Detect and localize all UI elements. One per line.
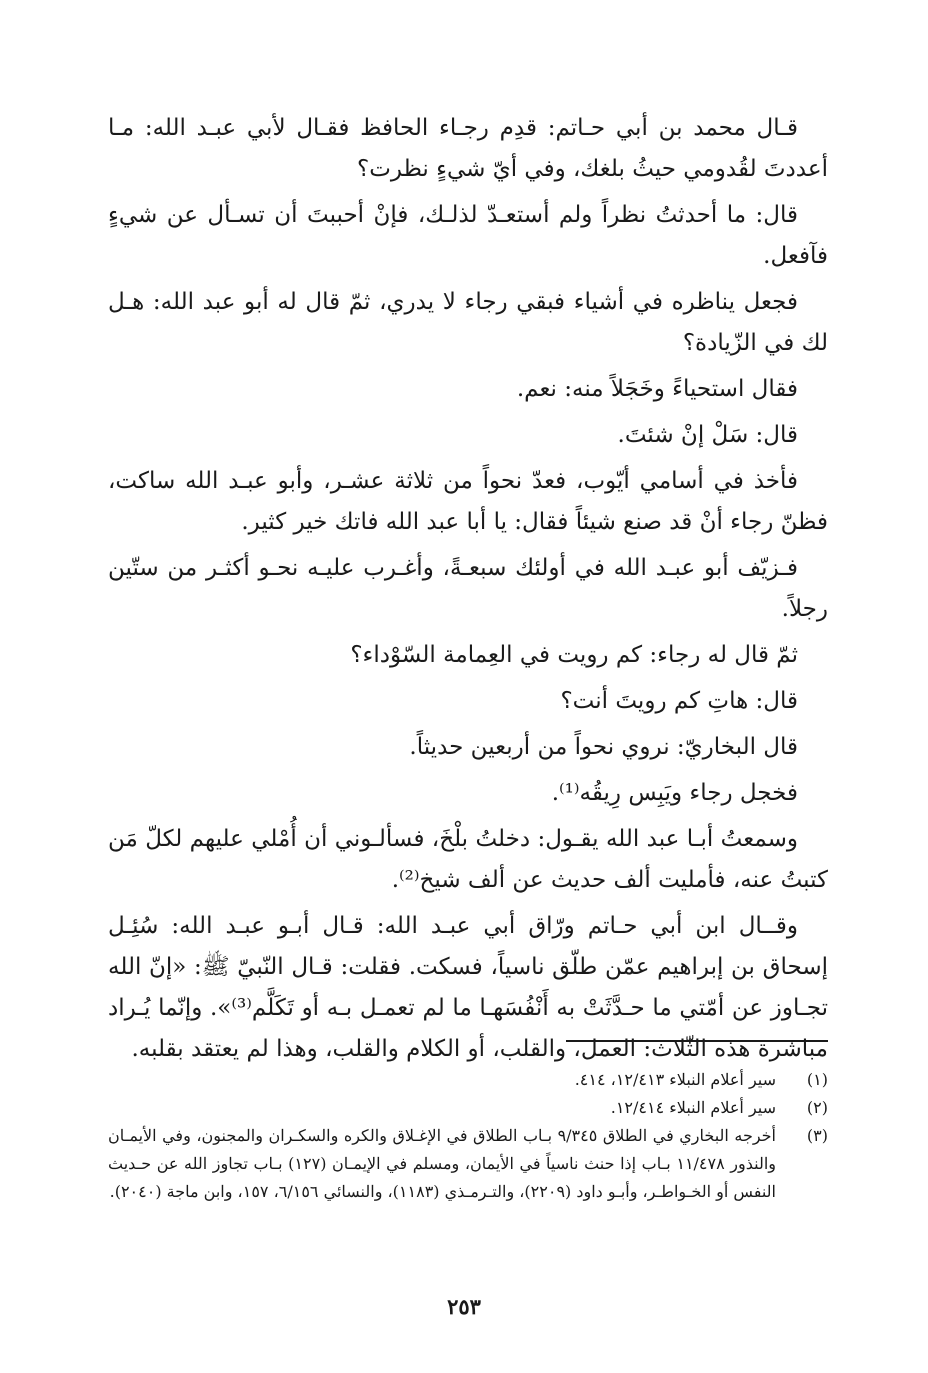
- footnote-text: سير أعلام النبلاء ١٢/٤١٤.: [610, 1098, 776, 1117]
- dialog-line: قال: هاتِ كم رويتَ أنت؟: [560, 688, 798, 714]
- paragraph: فأخذ في أسامي أيّوب، فعدّ نحواً من ثلاثة عشـر، وأبو عبـد الله ساكت، فظنّ رجاء أنْ قد صنع شيئاً فقال: يا أبا عبد الله فاتك خير كثير.: [108, 468, 828, 535]
- dialog-line: قال: سَلْ إنْ شئتَ.: [617, 422, 798, 448]
- footnotes: [108, 1066, 828, 1206]
- footnote: [108, 1066, 828, 1094]
- paragraph: قال: ما أحدثتُ نظراً ولم أستعـدّ لذلـك، فإنْ أحببتَ أن تسـأل عن شيءٍ فآفعل.: [108, 202, 828, 269]
- dialog-line: ثمّ قال له رجاء: كم رويت في العِمامة السّوْداء؟: [350, 642, 798, 668]
- footnote-number: (٣): [806, 1126, 828, 1145]
- footnote: [108, 1094, 828, 1122]
- footnote-number: (١): [806, 1070, 828, 1089]
- paragraph: قـال محمد بن أبي حـاتم: قدِم رجـاء الحافظ فقـال لأبي عبـد الله: مـا أعددتَ لقُدومي حيثُ بلغك، وفي أيّ شيءٍ نظرت؟: [108, 115, 828, 182]
- dialog-line: فقال استحياءً وخَجَلاً منه: نعم.: [516, 376, 798, 402]
- dialog-line: قال البخاريّ: نروي نحواً من أربعين حديثاً.: [409, 734, 798, 760]
- page-number: ٢٥٣: [447, 1294, 481, 1319]
- footnote-separator: [566, 1040, 828, 1042]
- main-text: [108, 108, 828, 1075]
- footnote: [108, 1122, 828, 1206]
- footnote-text: أخرجه البخاري في الطلاق ٩/٣٤٥ بـاب الطلاق في الإغـلاق والكره والسكـران والمجنون، وفي الأيمـان والنذور ١١/٤٧٨ بـاب إذا حنث ناسياً في الأيمان، ومسلم في الإيمـان (١٢٧) بـاب تجاوز الله عن حـديث النفس أو الخـواطـر، وأبـو داود (٢٢٠٩)، والتـرمـذي (١١٨٣)، والنسائي ٦/١٥٦، ١٥٧، وابن ماجة (٢٠٤٠).: [108, 1126, 777, 1201]
- dialog-line: فخجل رجاء ويَبِس رِيقُه⁽¹⁾.: [551, 780, 798, 806]
- paragraph: فـزيّف أبو عبـد الله في أولئك سبعـةً، وأغـرب عليـه نحـو أكثـر من ستّين رجلاً.: [108, 555, 828, 622]
- paragraph: فجعل يناظره في أشياء فبقي رجاء لا يدري، ثمّ قال له أبو عبد الله: هـل لك في الزّيادة؟: [108, 289, 828, 356]
- paragraph: وسمعتُ أبـا عبد الله يقـول: دخلتُ بلْخَ، فسألـوني أن أُمْلي عليهم لكلّ مَن كتبتُ عنه، فأمليت ألف حديث عن ألف شيخ⁽²⁾.: [108, 826, 828, 893]
- footnote-number: (٢): [806, 1098, 828, 1117]
- paragraph: وقــال ابن أبي حـاتم ورّاق أبي عبـد الله: قـال أبـو عبـد الله: سُئِـل إسحاق بن إبراهيم عمّن طلّق ناسياً، فسكت. فقلت: قـال النّبيّ ﷺ: «إنّ الله تجـاوز عن أمّتي ما حـدَّثَتْ به أَنْفُسَهـا ما لم تعمـل بـه أو تَكَلَّم⁽³⁾». وإنّما يُـراد مباشرة هذه الثّلاث: العمل، والقلب، أو الكلام والقلب، وهذا لم يعتقد بقلبه.: [108, 913, 828, 1062]
- footnote-text: سير أعلام النبلاء ١٢/٤١٣، ٤١٤.: [574, 1070, 776, 1089]
